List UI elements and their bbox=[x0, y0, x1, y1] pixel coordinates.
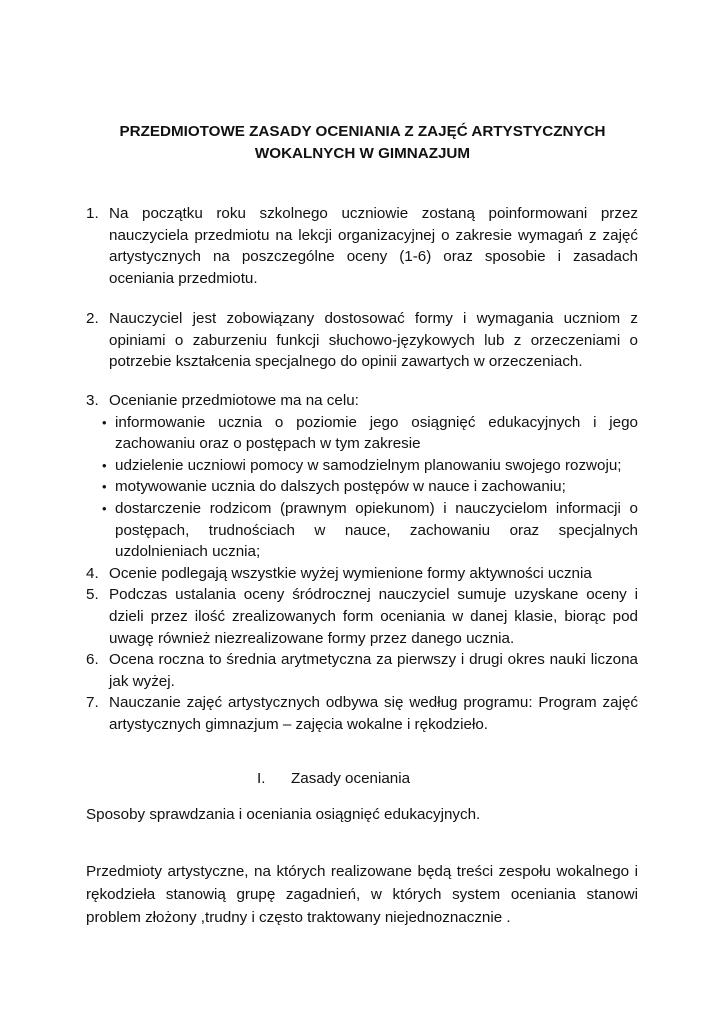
list-item-3 bbox=[86, 390, 638, 412]
item-text: Ocenianie przedmiotowe ma na celu: bbox=[109, 392, 359, 409]
title-line-1: PRZEDMIOTOWE ZASADY OCENIANIA Z ZAJĘĆ ARTYSTYCZNYCH bbox=[119, 123, 606, 140]
bullet-icon: • bbox=[102, 500, 107, 516]
item-number: 7. bbox=[86, 694, 99, 712]
list-item-7 bbox=[86, 692, 638, 735]
bullet-icon: • bbox=[102, 414, 107, 430]
list-item-4 bbox=[86, 563, 638, 585]
goal-item: • dostarczenie rodzicom (prawnym opiekunom) i nauczycielom informacji o postępach, trudnościach w nauce, zachowaniu oraz specjalnych uzdolnieniach ucznia; bbox=[102, 499, 638, 561]
bullet-icon: • bbox=[102, 457, 107, 473]
title-line-2: WOKALNYCH W GIMNAZJUM bbox=[254, 145, 471, 162]
goal-item: • motywowanie ucznia do dalszych postępów w nauce i zachowaniu; bbox=[86, 476, 638, 498]
item-text: Podczas ustalania oceny śródrocznej nauczyciel sumuje uzyskane oceny i dzieli przez ilość zrealizowanych form oceniania w danej klasie, biorąc pod uwagę również niezrealizowane formy przez danego ucznia. bbox=[109, 586, 638, 647]
section-heading bbox=[257, 768, 410, 790]
list-item-2 bbox=[86, 308, 638, 373]
list-item-5 bbox=[86, 584, 638, 649]
item-text: Nauczyciel jest zobowiązany dostosować formy i wymagania uczniom z opiniami o zaburzeniu funkcji słuchowo-językowych lub z orzeczeniami o potrzebie kształcenia specjalnego do opinii zawartych w orzeczeniach. bbox=[109, 310, 638, 371]
document-title bbox=[80, 121, 645, 165]
list-item-6 bbox=[86, 649, 638, 692]
item-number: 6. bbox=[86, 651, 99, 669]
item-number: 5. bbox=[86, 586, 99, 604]
list-item-3-group bbox=[86, 390, 638, 736]
item-number: 1. bbox=[86, 205, 99, 222]
list-item-1 bbox=[86, 203, 638, 289]
section-title: Zasady oceniania bbox=[291, 770, 411, 787]
goals-list bbox=[86, 412, 638, 563]
item-text: Ocenie podlegają wszystkie wyżej wymienione formy aktywności ucznia bbox=[109, 564, 592, 582]
paragraph-1: Sposoby sprawdzania i oceniania osiągnięć edukacyjnych. bbox=[86, 806, 481, 823]
section-number: I. bbox=[257, 770, 266, 787]
item-text: Nauczanie zajęć artystycznych odbywa się według programu: Program zajęć artystycznych gimnazjum – zajęcia wokalne i rękodzieło. bbox=[109, 694, 638, 733]
bullet-icon: • bbox=[102, 479, 107, 495]
item-text: Ocena roczna to średnia arytmetyczna za pierwszy i drugi okres nauki liczona jak wyżej. bbox=[109, 651, 638, 690]
paragraph-2: Przedmioty artystyczne, na których realizowane będą treści zespołu wokalnego i rękodzieła stanowią grupę zagadnień, w których system oceniania stanowi problem złożony ,trudny i często traktowany niejednoznacznie . bbox=[86, 863, 638, 926]
item-number: 4. bbox=[86, 564, 99, 582]
goal-item: • udzielenie uczniowi pomocy w samodzielnym planowaniu swojego rozwoju; bbox=[86, 455, 638, 477]
item-number: 2. bbox=[86, 310, 99, 327]
item-number: 3. bbox=[86, 392, 99, 409]
goal-item: • informowanie ucznia o poziomie jego osiągnięć edukacyjnych i jego zachowaniu oraz o postępach w tym zakresie bbox=[102, 413, 638, 453]
item-text: Na początku roku szkolnego uczniowie zostaną poinformowani przez nauczyciela przedmiotu na lekcji organizacyjnej o zakresie wymagań z zajęć artystycznych na poszczególne oceny (1-6) oraz sposobie i zasadach oceniania przedmiotu. bbox=[109, 205, 638, 287]
